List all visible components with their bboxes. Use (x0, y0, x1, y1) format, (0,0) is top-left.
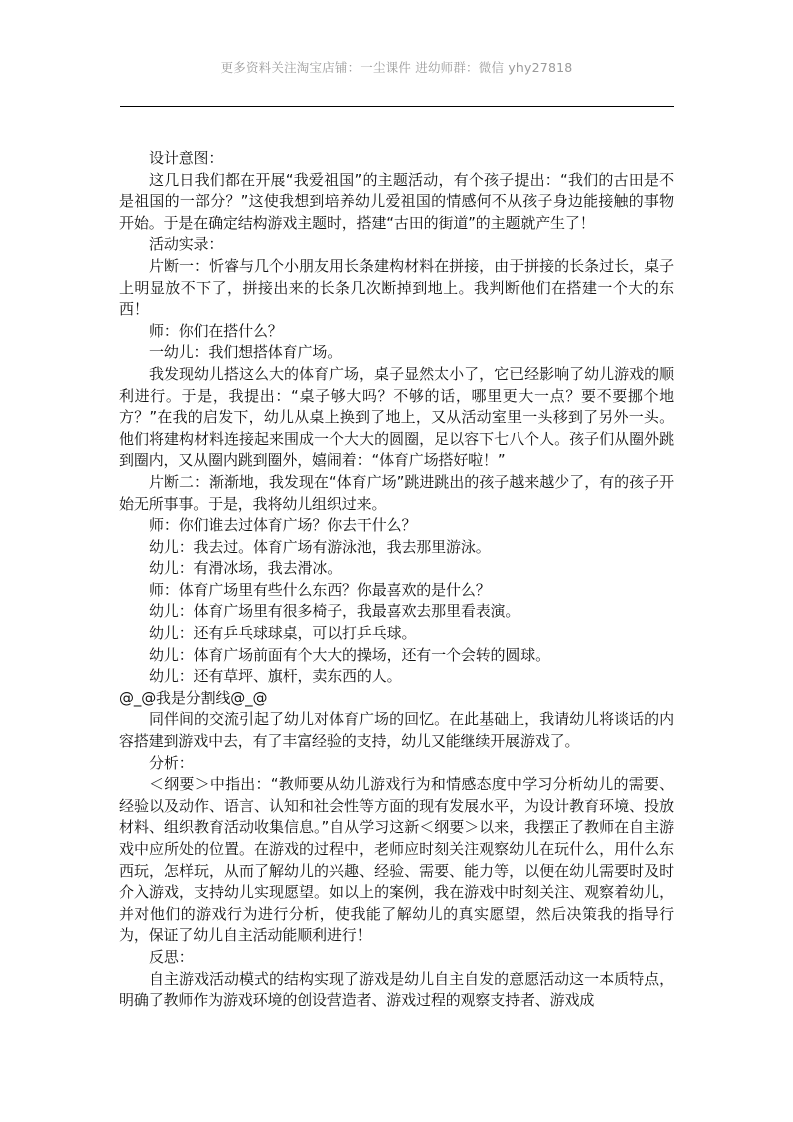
heading-reflection: 反思： (149, 947, 194, 966)
heading-activity-record: 活动实录： (149, 235, 224, 254)
dialogue-line: 幼儿：我去过。体育广场有游泳池，我去那里游泳。 (149, 537, 491, 556)
page-header-text: 更多资料关注淘宝店铺：一尘课件 进幼师群：微信 yhy27818 (220, 60, 573, 75)
paragraph-reflection: 自主游戏活动模式的结构实现了游戏是幼儿自主自发的意愿活动这一本质特点，明确了教师作为游戏环境的创设营造者、游戏过程的观察支持者、游戏成 (119, 969, 674, 1010)
dialogue-line: 幼儿：体育广场里有很多椅子，我最喜欢去那里看表演。 (149, 602, 521, 621)
header-divider (120, 106, 674, 107)
dialogue-line: 师：体育广场里有些什么东西？你最喜欢的是什么？ (149, 580, 491, 599)
dialogue-line: 幼儿：有滑冰场，我去滑冰。 (149, 559, 343, 578)
paragraph-analysis: ＜纲要＞中指出：“教师要从幼儿游戏行为和情感态度中学习分析幼儿的需要、经验以及动作、语言、认知和社会性等方面的现有发展水平，为设计教育环境、投放材料、组织教育活动收集信息。”自从学习这新＜纲要＞以来，我摆正了教师在自主游戏中应所处的位置。在游戏的过程中，老师应时刻关注观察幼儿在玩什么，用什么东西玩，怎样玩，从而了解幼儿的兴趣、经验、需要、能力等，以便在幼儿需要时及时介入游戏，支持幼儿实现愿望。如以上的案例，我在游戏中时刻关注、观察着幼儿，并对他们的游戏行为进行分析，使我能了解幼儿的真实愿望，然后决策我的指导行为，保证了幼儿自主活动能顺利进行！ (119, 775, 674, 945)
paragraph-design-intent: 这几日我们都在开展“我爱祖国”的主题活动，有个孩子提出：“我们的古田是不是祖国的一部分？”这使我想到培养幼儿爱祖国的情感何不从孩子身边能接触的事物开始。于是在确定结构游戏主题时，搭建“古田的街道”的主题就产生了！ (119, 170, 674, 232)
dialogue-line: 幼儿：还有草坪、旗杆，卖东西的人。 (149, 667, 402, 686)
dialogue-line: 师：你们在搭什么？ (149, 321, 283, 340)
paragraph-fragment-two: 片断二：渐渐地，我发现在“体育广场”跳进跳出的孩子越来越少了，有的孩子开始无所事事。于是，我将幼儿组织过来。 (119, 472, 674, 513)
dialogue-line: 幼儿：还有乒乓球球桌，可以打乒乓球。 (149, 624, 417, 643)
paragraph-observation: 我发现幼儿搭这么大的体育广场，桌子显然太小了，它已经影响了幼儿游戏的顺利进行。于是，我提出：“桌子够大吗？不够的话，哪里更大一点？要不要挪个地方？”在我的启发下，幼儿从桌上换到了地上，又从活动室里一头移到了另外一头。他们将建构材料连接起来围成一个大大的圆圈，足以容下七八个人。孩子们从圈外跳到圈内，又从圈内跳到圈外，嬉闹着：“体育广场搭好啦！” (119, 364, 674, 470)
dialogue-line: 师：你们谁去过体育广场？你去干什么？ (149, 516, 417, 535)
paragraph-recall: 同伴间的交流引起了幼儿对体育广场的回忆。在此基础上，我请幼儿将谈话的内容搭建到游戏中去，有了丰富经验的支持，幼儿又能继续开展游戏了。 (119, 710, 674, 751)
heading-design-intent: 设计意图： (149, 149, 224, 167)
document-body (119, 148, 674, 1012)
dialogue-line: 一幼儿：我们想搭体育广场。 (149, 343, 343, 362)
separator-line: @_@我是分割线@_@ (119, 688, 268, 707)
heading-analysis: 分析： (149, 753, 194, 772)
dialogue-line: 幼儿：体育广场前面有个大大的操场，还有一个会转的圆球。 (149, 645, 550, 664)
paragraph-fragment-one: 片断一：忻睿与几个小朋友用长条建构材料在拼接，由于拼接的长条过长，桌子上明显放不下了，拼接出来的长条几次断掉到地上。我判断他们在搭建一个大的东西！ (119, 256, 674, 319)
